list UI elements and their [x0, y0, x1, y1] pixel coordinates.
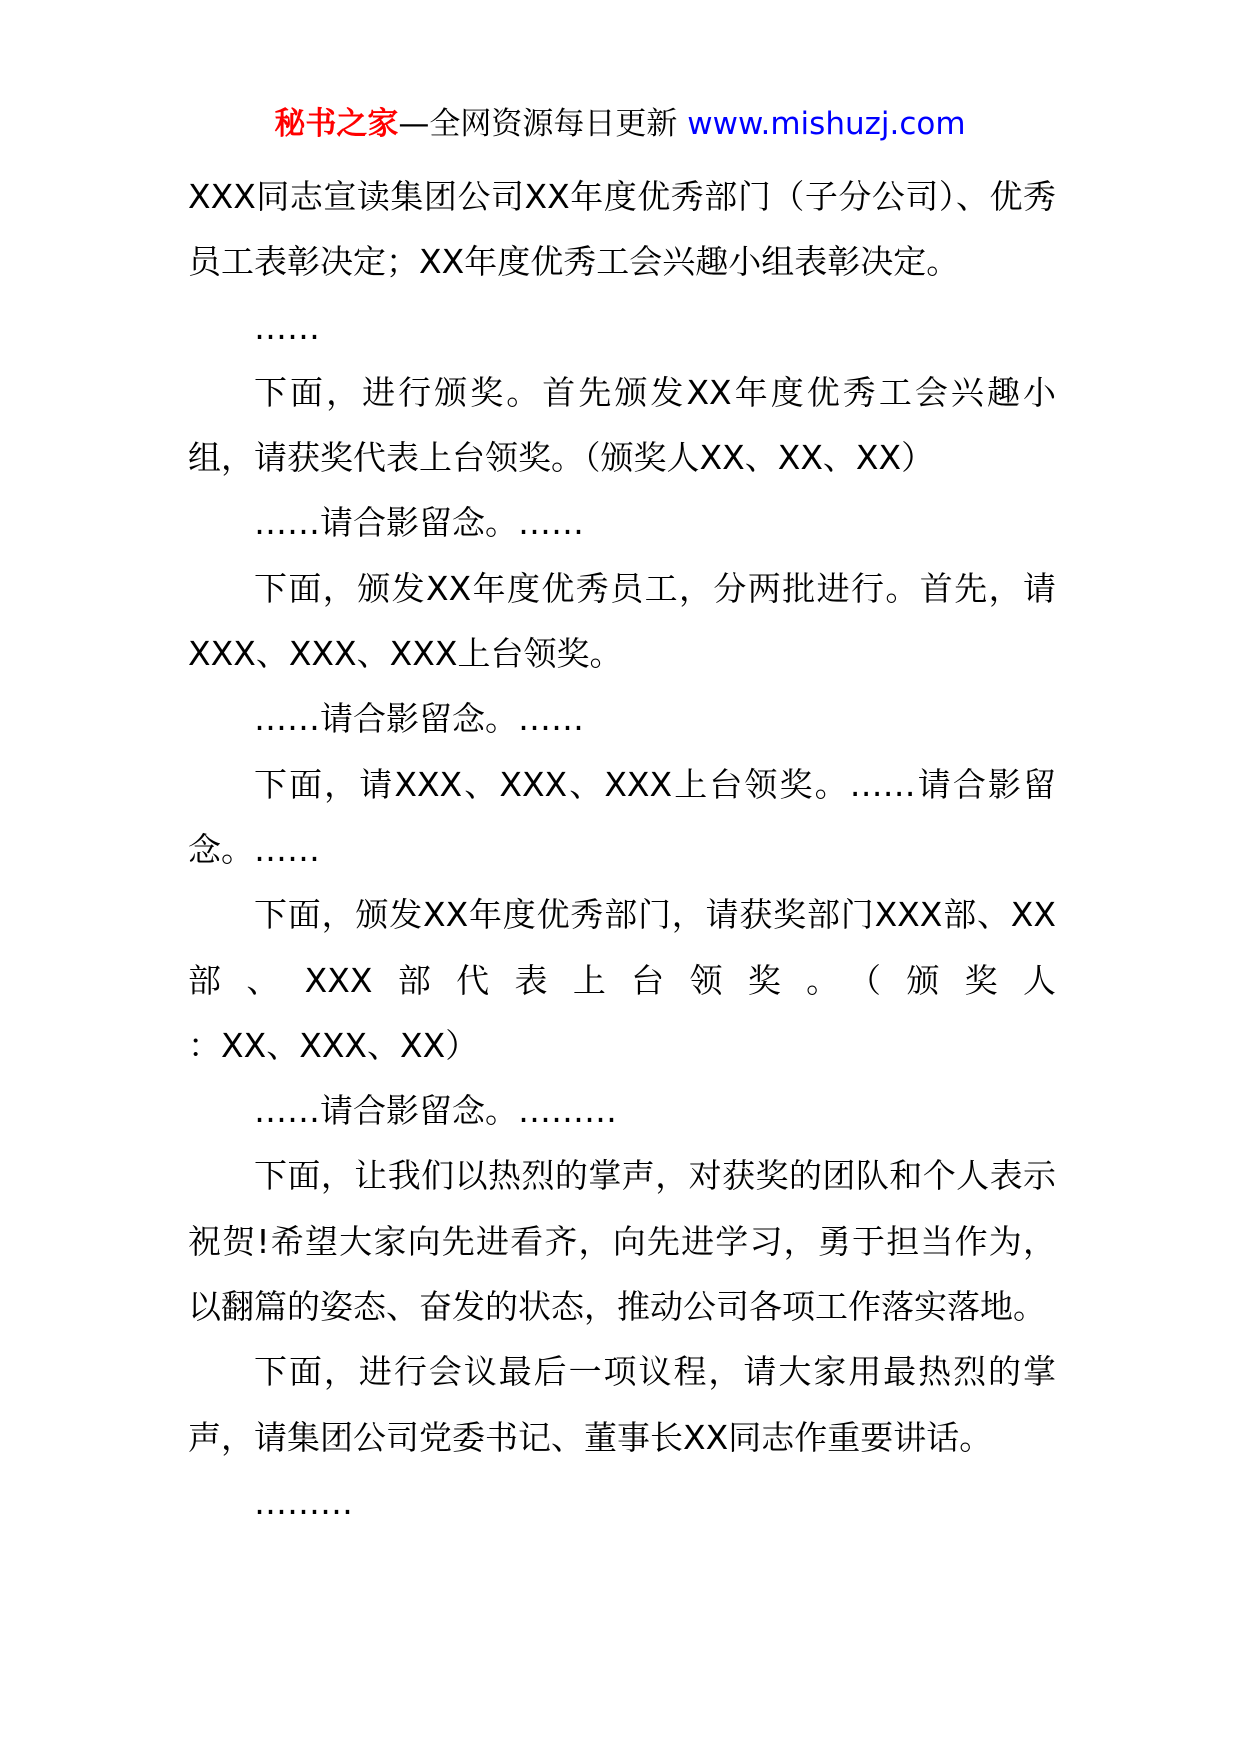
- site-tagline: —全网资源每日更新: [398, 106, 688, 142]
- paragraph: ……请合影留念。………: [254, 1091, 617, 1131]
- document-body: [188, 164, 1056, 1535]
- site-url-link[interactable]: www.mishuzj.com: [687, 106, 966, 142]
- site-brand: 秘书之家: [274, 106, 399, 142]
- paragraph: ………: [254, 1482, 353, 1522]
- paragraph: ……请合影留念。……: [254, 503, 584, 543]
- paragraph: 下面，进行会议最后一项议程，请大家用最热烈的掌声，请集团公司党委书记、董事长XX同志作重要讲话。: [188, 1352, 1056, 1457]
- paragraph: 下面，颁发XX年度优秀员工，分两批进行。首先，请XXX、XXX、XXX上台领奖。: [188, 568, 1056, 674]
- paragraph: 下面，颁发XX年度优秀部门，请获奖部门XXX部、XX部、XXX部代表上台领奖。（颁奖人: [188, 895, 1056, 1000]
- paragraph: 下面，进行颁奖。首先颁发XX年度优秀工会兴趣小组，请获奖代表上台领奖。（颁奖人XX、XX、XX）: [188, 372, 1056, 478]
- paragraph: XXX同志宣读集团公司XX年度优秀部门（子分公司）、优秀员工表彰决定；XX年度优秀工会兴趣小组表彰决定。: [188, 177, 1056, 282]
- paragraph: 下面，让我们以热烈的掌声，对获奖的团队和个人表示祝贺!希望大家向先进看齐，向先进学习，勇于担当作为，以翻篇的姿态、奋发的状态，推动公司各项工作落实落地。: [188, 1156, 1056, 1327]
- paragraph: 下面，请XXX、XXX、XXX上台领奖。……请合影留念。……: [188, 764, 1056, 869]
- paragraph: ……: [254, 307, 320, 347]
- paragraph: ：XX、XXX、XX）: [188, 1025, 479, 1065]
- paragraph: ……请合影留念。……: [254, 699, 584, 739]
- page-header: [0, 98, 1240, 150]
